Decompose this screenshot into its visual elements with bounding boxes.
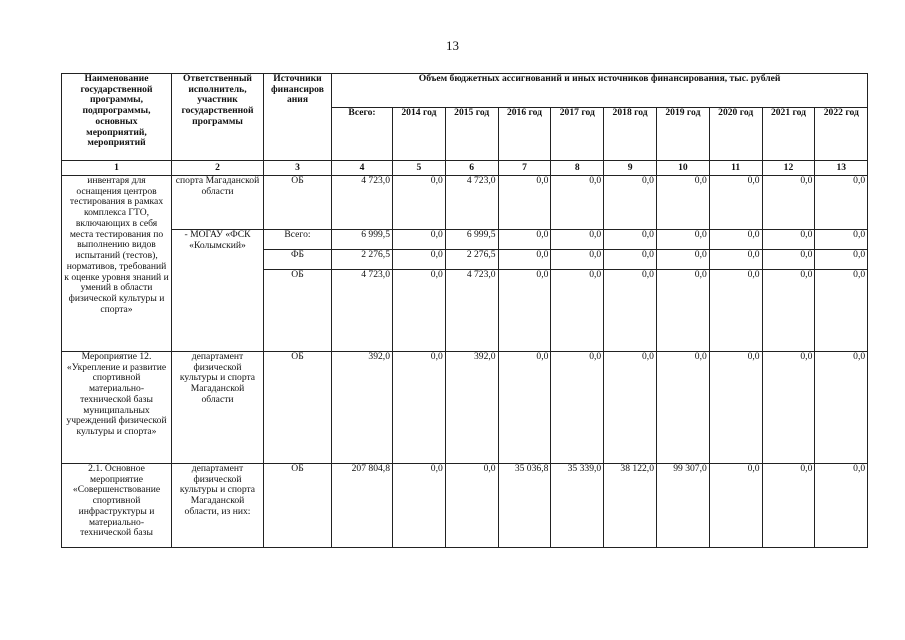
column-number: 4 (332, 161, 393, 176)
row-year-value: 0,0 (393, 464, 446, 548)
row-year-value: 0,0 (656, 230, 709, 250)
column-number: 5 (393, 161, 446, 176)
row-year-value: 0,0 (604, 270, 657, 352)
row-year-value: 0,0 (815, 352, 868, 464)
row-year-value: 0,0 (815, 250, 868, 270)
row-name: Мероприятие 12. «Укрепление и развитие спортивной материально-технической базы муниципальных учреждений физической культуры и спорта» (62, 352, 172, 464)
row-year-value: 0,0 (815, 176, 868, 230)
column-number: 7 (498, 161, 551, 176)
header-volume: Объем бюджетных ассигнований и иных источников финансирования, тыс. рублей (332, 74, 868, 108)
row-year-value: 0,0 (709, 250, 762, 270)
row-year-value: 0,0 (656, 250, 709, 270)
row-year-value: 35 036,8 (498, 464, 551, 548)
row-source: ФБ (264, 250, 332, 270)
header-year: 2016 год (498, 108, 551, 161)
column-number: 11 (709, 161, 762, 176)
row-year-value: 0,0 (815, 230, 868, 250)
header-year: 2019 год (656, 108, 709, 161)
row-year-value: 0,0 (551, 352, 604, 464)
row-total-value: 2 276,5 (332, 250, 393, 270)
row-source: Всего: (264, 230, 332, 250)
row-year-value: 0,0 (656, 352, 709, 464)
row-year-value: 0,0 (656, 176, 709, 230)
row-year-value: 0,0 (393, 230, 446, 250)
page-number: 13 (446, 38, 459, 53)
column-number: 3 (264, 161, 332, 176)
table-row (62, 464, 868, 548)
header-year: 2014 год (393, 108, 446, 161)
row-year-value: 0,0 (762, 250, 815, 270)
row-executor: спорта Магаданской области (172, 176, 264, 230)
header-year: 2017 год (551, 108, 604, 161)
row-year-value: 0,0 (709, 464, 762, 548)
row-source: ОБ (264, 176, 332, 230)
row-year-value: 0,0 (498, 250, 551, 270)
row-year-value: 2 276,5 (445, 250, 498, 270)
row-name: инвентаря для оснащения центров тестирования в рамках комплекса ГТО, включающих в себя места тестирования по выполнению видов испытаний (тестов), нормативов, требований к оценке уровня знаний и умений в области физической культуры и спорта» (62, 176, 172, 352)
budget-table (61, 73, 868, 548)
row-total-value: 4 723,0 (332, 270, 393, 352)
row-year-value: 0,0 (498, 230, 551, 250)
row-total-value: 207 804,8 (332, 464, 393, 548)
header-year: 2020 год (709, 108, 762, 161)
row-year-value: 0,0 (709, 270, 762, 352)
table-body (62, 176, 868, 548)
row-year-value: 0,0 (498, 176, 551, 230)
row-source: ОБ (264, 352, 332, 464)
row-total-value: 392,0 (332, 352, 393, 464)
row-source: ОБ (264, 270, 332, 352)
row-total-value: 4 723,0 (332, 176, 393, 230)
row-year-value: 6 999,5 (445, 230, 498, 250)
row-year-value: 99 307,0 (656, 464, 709, 548)
header-year: 2022 год (815, 108, 868, 161)
row-total-value: 6 999,5 (332, 230, 393, 250)
table-row (62, 176, 868, 230)
row-year-value: 0,0 (498, 270, 551, 352)
table-row (62, 352, 868, 464)
row-year-value: 0,0 (762, 270, 815, 352)
column-number: 9 (604, 161, 657, 176)
row-year-value: 0,0 (551, 270, 604, 352)
column-number: 10 (656, 161, 709, 176)
row-year-value: 0,0 (762, 176, 815, 230)
row-name: 2.1. Основное мероприятие «Совершенствование спортивной инфраструктуры и материально-технической базы (62, 464, 172, 548)
row-year-value: 0,0 (709, 230, 762, 250)
row-year-value: 4 723,0 (445, 270, 498, 352)
row-year-value: 35 339,0 (551, 464, 604, 548)
row-source: ОБ (264, 464, 332, 548)
table-row (62, 230, 868, 250)
column-number: 1 (62, 161, 172, 176)
column-number: 12 (762, 161, 815, 176)
row-year-value: 0,0 (815, 270, 868, 352)
header-total: Всего: (332, 108, 393, 161)
row-year-value: 0,0 (604, 176, 657, 230)
row-year-value: 0,0 (393, 352, 446, 464)
header-year: 2021 год (762, 108, 815, 161)
row-year-value: 4 723,0 (445, 176, 498, 230)
header-year: 2015 год (445, 108, 498, 161)
column-number: 6 (445, 161, 498, 176)
header-year: 2018 год (604, 108, 657, 161)
row-year-value: 0,0 (762, 352, 815, 464)
row-year-value: 0,0 (604, 250, 657, 270)
row-year-value: 0,0 (762, 230, 815, 250)
column-number: 13 (815, 161, 868, 176)
row-year-value: 0,0 (656, 270, 709, 352)
header-sources: Источники финансиров ания (264, 74, 332, 161)
row-executor: департамент физической культуры и спорта Магаданской области, из них: (172, 464, 264, 548)
row-executor: - МОГАУ «ФСК «Колымский» (172, 230, 264, 352)
row-executor: департамент физической культуры и спорта Магаданской области (172, 352, 264, 464)
row-year-value: 0,0 (393, 250, 446, 270)
row-year-value: 0,0 (393, 176, 446, 230)
row-year-value: 0,0 (815, 464, 868, 548)
row-year-value: 0,0 (709, 176, 762, 230)
column-number: 8 (551, 161, 604, 176)
column-numbers-row (62, 161, 868, 176)
row-year-value: 0,0 (551, 230, 604, 250)
row-year-value: 0,0 (709, 352, 762, 464)
row-year-value: 0,0 (445, 464, 498, 548)
row-year-value: 38 122,0 (604, 464, 657, 548)
row-year-value: 0,0 (604, 352, 657, 464)
row-year-value: 0,0 (551, 250, 604, 270)
header-executor: Ответственный исполнитель, участник государственной программы (172, 74, 264, 161)
row-year-value: 0,0 (604, 230, 657, 250)
row-year-value: 0,0 (498, 352, 551, 464)
row-year-value: 0,0 (551, 176, 604, 230)
column-number: 2 (172, 161, 264, 176)
row-year-value: 0,0 (393, 270, 446, 352)
row-year-value: 392,0 (445, 352, 498, 464)
header-name: Наименование государственной программы, подпрограммы, основных мероприятий, мероприятий (62, 74, 172, 161)
row-year-value: 0,0 (762, 464, 815, 548)
